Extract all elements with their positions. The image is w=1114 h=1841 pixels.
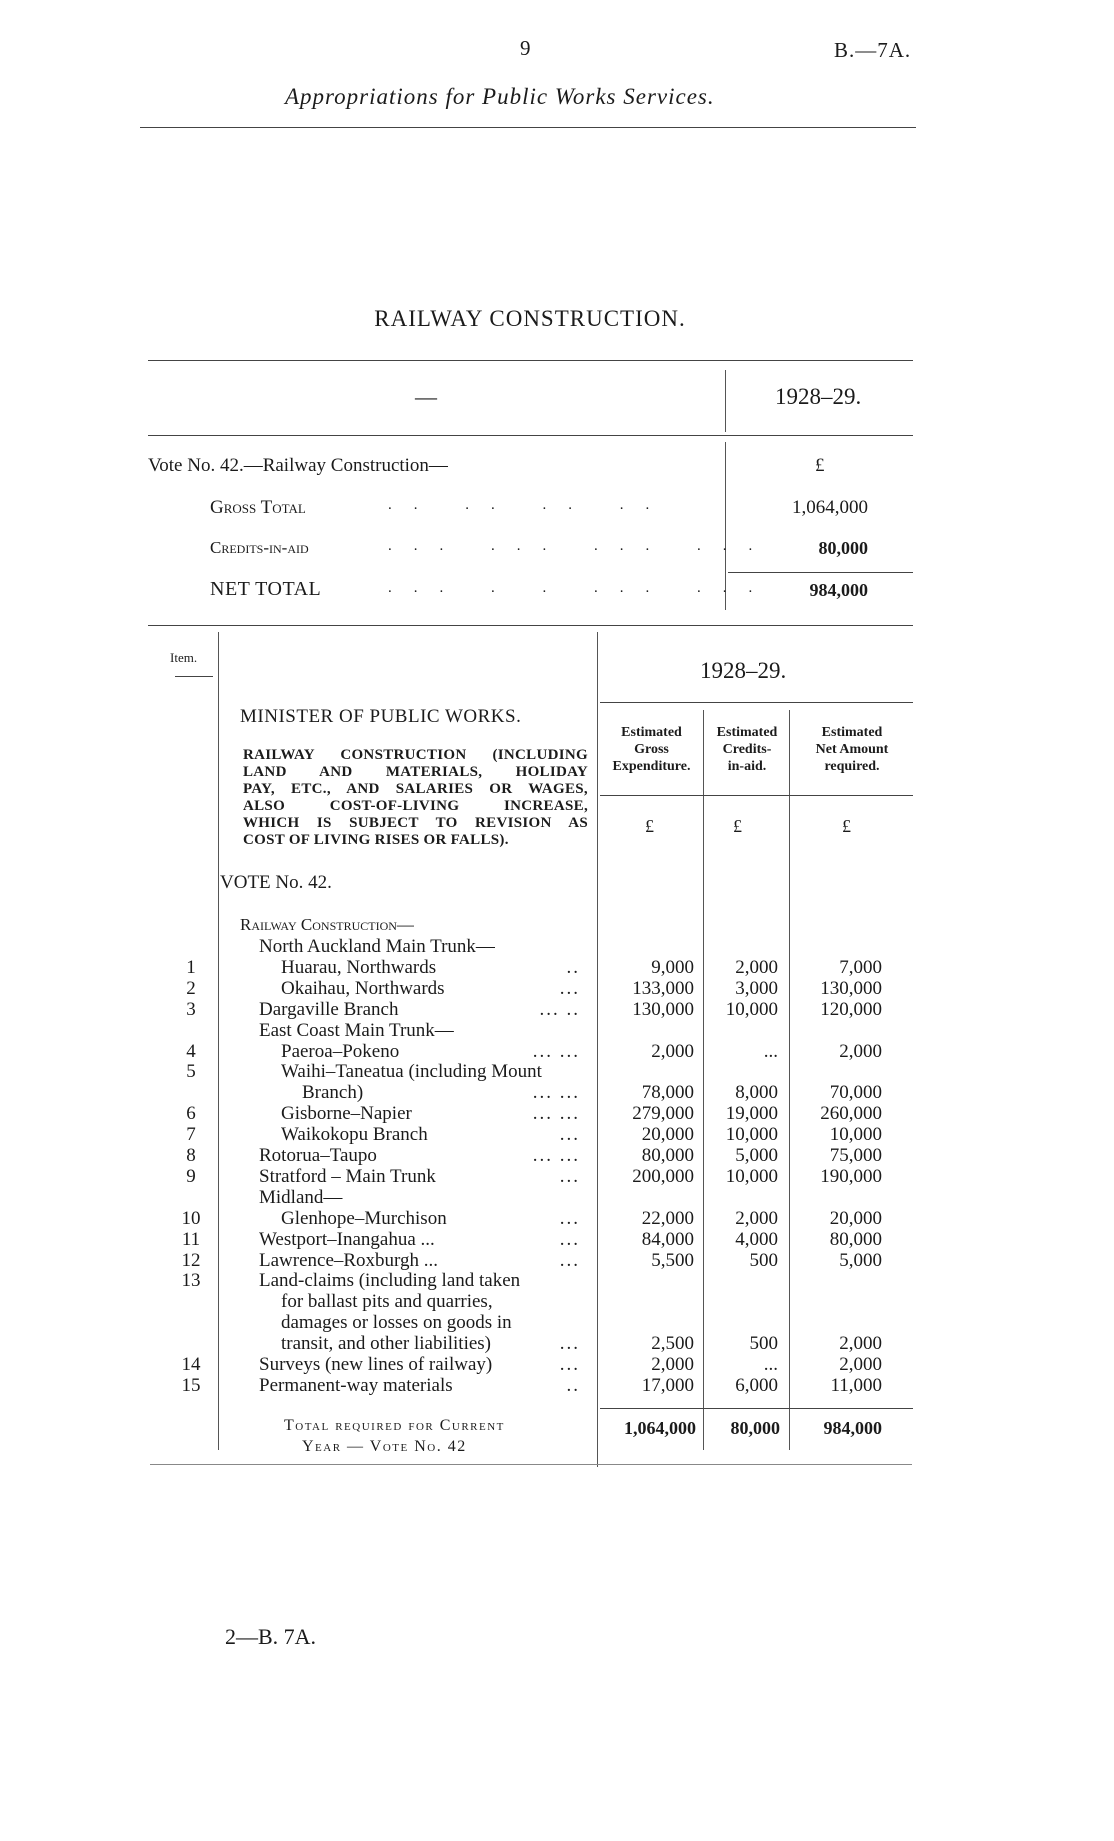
credits-value: 10,000 — [725, 998, 778, 1020]
total-label-line-1: Total required for Current — [284, 1417, 505, 1434]
item-description: Gisborne–Napier — [281, 1103, 412, 1125]
item-description: for ballast pits and quarries, — [281, 1291, 493, 1313]
item-description: Stratford – Main Trunk — [259, 1165, 436, 1187]
gross-value: 130,000 — [632, 998, 694, 1020]
net-value: 7,000 — [839, 956, 882, 978]
item-description: Permanent-way materials — [259, 1374, 453, 1396]
item-description: Paeroa–Pokeno — [281, 1040, 400, 1062]
leader-dots: ... — [559, 1207, 580, 1229]
leader-dots: ... ... — [532, 1040, 580, 1062]
item-number: 3 — [186, 998, 196, 1020]
summary-bottom-rule — [148, 625, 913, 626]
table-row — [0, 1103, 1114, 1124]
item-description: Lawrence–Roxburgh ... — [259, 1249, 439, 1271]
credits-value: 10,000 — [725, 1165, 778, 1187]
net-value: 80,000 — [829, 1228, 882, 1250]
page-subtitle: Appropriations for Public Works Services. — [285, 84, 715, 109]
leader-dots: ... ... — [532, 1145, 580, 1166]
item-description: Land-claims (including land taken — [259, 1270, 521, 1292]
credits-value: ... — [763, 1040, 778, 1062]
item-number: 14 — [181, 1354, 201, 1375]
net-value: 20,000 — [829, 1207, 882, 1229]
item-column-header: Item. — [170, 650, 198, 665]
item-number: 11 — [181, 1228, 201, 1250]
description-line: COST OF LIVING RISES OR FALLS). — [243, 832, 509, 848]
gross-column-header: Estimated Gross Expenditure. — [612, 725, 691, 774]
table-row — [0, 1333, 1114, 1354]
item-number: 10 — [181, 1207, 201, 1229]
summary-credits-dots: ... ... ... ... — [388, 538, 775, 554]
header-rule — [140, 127, 916, 128]
gross-value: 133,000 — [632, 977, 694, 999]
item-number: 15 — [181, 1374, 201, 1396]
leader-dots: ... ... — [532, 1103, 580, 1125]
net-value: 2,000 — [839, 1354, 882, 1375]
column-header-rule — [600, 795, 913, 796]
item-description: Surveys (new lines of railway) — [259, 1354, 493, 1375]
credits-value: 4,000 — [735, 1228, 778, 1250]
gross-value: 17,000 — [641, 1374, 694, 1396]
leader-dots: ... — [559, 1249, 580, 1271]
summary-currency: £ — [815, 455, 825, 476]
net-value: 130,000 — [820, 977, 882, 999]
gross-value: 9,000 — [651, 956, 694, 978]
item-description: transit, and other liabilities) — [281, 1333, 492, 1355]
item-description: Westport–Inangahua ... — [259, 1228, 435, 1250]
leader-dots: ... .. — [539, 998, 580, 1020]
table-row — [0, 978, 1114, 999]
table-row — [0, 1061, 1114, 1082]
table-row — [0, 1291, 1114, 1312]
item-number: 4 — [186, 1040, 196, 1062]
total-rule — [600, 1408, 913, 1409]
credits-value: 500 — [749, 1333, 778, 1355]
total-credits: 80,000 — [730, 1418, 780, 1438]
item-description: Okaihau, Northwards — [281, 977, 445, 999]
summary-net-label: NET TOTAL — [210, 578, 322, 600]
item-number: 7 — [186, 1124, 196, 1146]
item-description: East Coast Main Trunk— — [259, 1019, 454, 1041]
summary-net-dots: ... . . ... ... — [388, 580, 775, 596]
leader-dots: ... — [559, 1165, 580, 1187]
detail-year: 1928–29. — [700, 658, 787, 683]
net-value: 2,000 — [839, 1333, 882, 1355]
summary-gross-label: Gross Total — [210, 497, 306, 518]
appropriation-description — [243, 747, 588, 849]
leader-dots: .. — [566, 1374, 580, 1396]
credits-value: 3,000 — [735, 977, 778, 999]
item-description: Huarau, Northwards — [281, 956, 437, 978]
item-number: 5 — [186, 1061, 196, 1083]
leader-dots: ... — [559, 1124, 580, 1146]
item-description: damages or losses on goods in — [281, 1312, 512, 1334]
gross-value: 2,500 — [651, 1333, 694, 1355]
document-reference: B.—7A. — [834, 38, 912, 62]
description-line: PAY, ETC., AND SALARIES OR WAGES, — [243, 781, 588, 797]
section-title: RAILWAY CONSTRUCTION. — [374, 306, 686, 331]
summary-header-rule — [148, 435, 913, 436]
summary-dash: — — [415, 384, 437, 409]
vote-heading: VOTE No. 42. — [220, 872, 332, 893]
table-row — [0, 1229, 1114, 1250]
net-value: 2,000 — [839, 1040, 882, 1062]
table-row — [0, 1020, 1114, 1041]
leader-dots: ... ... — [532, 1082, 580, 1104]
credits-currency: £ — [733, 816, 742, 836]
summary-gross-value: 1,064,000 — [792, 497, 868, 518]
net-value: 5,000 — [839, 1249, 882, 1271]
credits-value: 19,000 — [725, 1103, 778, 1125]
description-line: WHICH IS SUBJECT TO REVISION AS — [243, 815, 588, 831]
table-row — [0, 1041, 1114, 1062]
item-number: 1 — [186, 956, 196, 978]
net-value: 70,000 — [829, 1082, 882, 1104]
table-row — [0, 1250, 1114, 1271]
summary-gross-dots: .. .. .. .. — [388, 497, 672, 513]
net-value: 10,000 — [829, 1124, 882, 1146]
gross-value: 200,000 — [632, 1165, 694, 1187]
leader-dots: ... — [559, 977, 580, 999]
summary-subtotal-rule — [728, 572, 913, 573]
item-description: North Auckland Main Trunk— — [259, 936, 495, 957]
net-value: 120,000 — [820, 998, 882, 1020]
item-description: Glenhope–Murchison — [281, 1207, 447, 1229]
total-net: 984,000 — [823, 1418, 882, 1438]
page-number: 9 — [520, 36, 531, 60]
table-row — [0, 1082, 1114, 1103]
item-number: 13 — [181, 1270, 201, 1292]
description-line: ALSO COST-OF-LIVING INCREASE, — [243, 798, 588, 814]
table-row — [0, 1270, 1114, 1291]
gross-currency: £ — [645, 816, 654, 836]
net-value: 190,000 — [820, 1165, 882, 1187]
summary-top-rule — [148, 360, 913, 361]
detail-year-rule — [600, 702, 913, 703]
net-column-header: Estimated Net Amount required. — [815, 725, 889, 774]
detail-bottom-rule — [150, 1464, 912, 1465]
gross-value: 279,000 — [632, 1103, 694, 1125]
credits-value: ... — [763, 1354, 778, 1375]
credits-value: 10,000 — [725, 1124, 778, 1146]
item-number: 12 — [181, 1249, 201, 1271]
gross-value: 84,000 — [641, 1228, 694, 1250]
gross-value: 80,000 — [641, 1145, 694, 1166]
gross-value: 20,000 — [641, 1124, 694, 1146]
item-description: Branch) — [302, 1082, 364, 1104]
credits-value: 500 — [749, 1249, 778, 1271]
credits-value: 2,000 — [735, 956, 778, 978]
table-row — [0, 1375, 1114, 1396]
description-line: LAND AND MATERIALS, HOLIDAY — [243, 764, 588, 780]
table-row — [0, 1208, 1114, 1229]
leader-dots: .. — [566, 956, 580, 978]
leader-dots: ... — [559, 1333, 580, 1355]
net-value: 75,000 — [829, 1145, 882, 1166]
total-label-line-2: Year — Vote No. 42 — [302, 1438, 467, 1455]
credits-value: 5,000 — [735, 1145, 778, 1166]
table-row — [0, 1124, 1114, 1145]
leader-dots: ... — [559, 1354, 580, 1375]
minister-heading: MINISTER OF PUBLIC WORKS. — [240, 706, 522, 727]
group-heading: Railway Construction— — [240, 915, 414, 934]
summary-net-value: 984,000 — [809, 580, 868, 600]
table-row — [0, 1312, 1114, 1333]
footer-signature: 2—B. 7A. — [225, 1624, 317, 1649]
net-currency: £ — [842, 816, 851, 836]
item-description: Waikokopu Branch — [281, 1124, 428, 1146]
item-description: Midland— — [259, 1186, 343, 1208]
item-number: 9 — [186, 1165, 196, 1187]
gross-value: 78,000 — [641, 1082, 694, 1104]
total-gross: 1,064,000 — [624, 1418, 696, 1438]
credits-value: 2,000 — [735, 1207, 778, 1229]
summary-credits-value: 80,000 — [818, 538, 868, 558]
table-row — [0, 1187, 1114, 1208]
table-row — [0, 999, 1114, 1020]
credits-value: 6,000 — [735, 1374, 778, 1396]
item-description: Dargaville Branch — [259, 998, 399, 1020]
table-row — [0, 957, 1114, 978]
gross-value: 22,000 — [641, 1207, 694, 1229]
summary-vote-line: Vote No. 42.—Railway Construction— — [148, 455, 448, 476]
gross-value: 2,000 — [651, 1040, 694, 1062]
item-number: 6 — [186, 1103, 196, 1125]
item-description: Waihi–Taneatua (including Mount — [281, 1061, 542, 1083]
table-row — [0, 1354, 1114, 1375]
credits-value: 8,000 — [735, 1082, 778, 1104]
net-value: 11,000 — [830, 1374, 882, 1396]
item-number: 2 — [186, 977, 196, 999]
summary-credits-label: Credits-in-aid — [210, 538, 309, 557]
item-header-rule — [175, 676, 213, 677]
gross-value: 2,000 — [651, 1354, 694, 1375]
item-number: 8 — [186, 1145, 196, 1166]
leader-dots: ... — [559, 1228, 580, 1250]
table-row — [0, 936, 1114, 957]
summary-year: 1928–29. — [775, 384, 862, 409]
description-line: RAILWAY CONSTRUCTION (INCLUDING — [243, 747, 588, 763]
credits-column-header: Estimated Credits- in-aid. — [716, 725, 778, 774]
summary-column-divider — [725, 370, 726, 432]
table-row — [0, 1166, 1114, 1187]
item-description: Rotorua–Taupo — [259, 1145, 377, 1166]
table-row — [0, 1145, 1114, 1166]
net-value: 260,000 — [820, 1103, 882, 1125]
gross-value: 5,500 — [651, 1249, 694, 1271]
